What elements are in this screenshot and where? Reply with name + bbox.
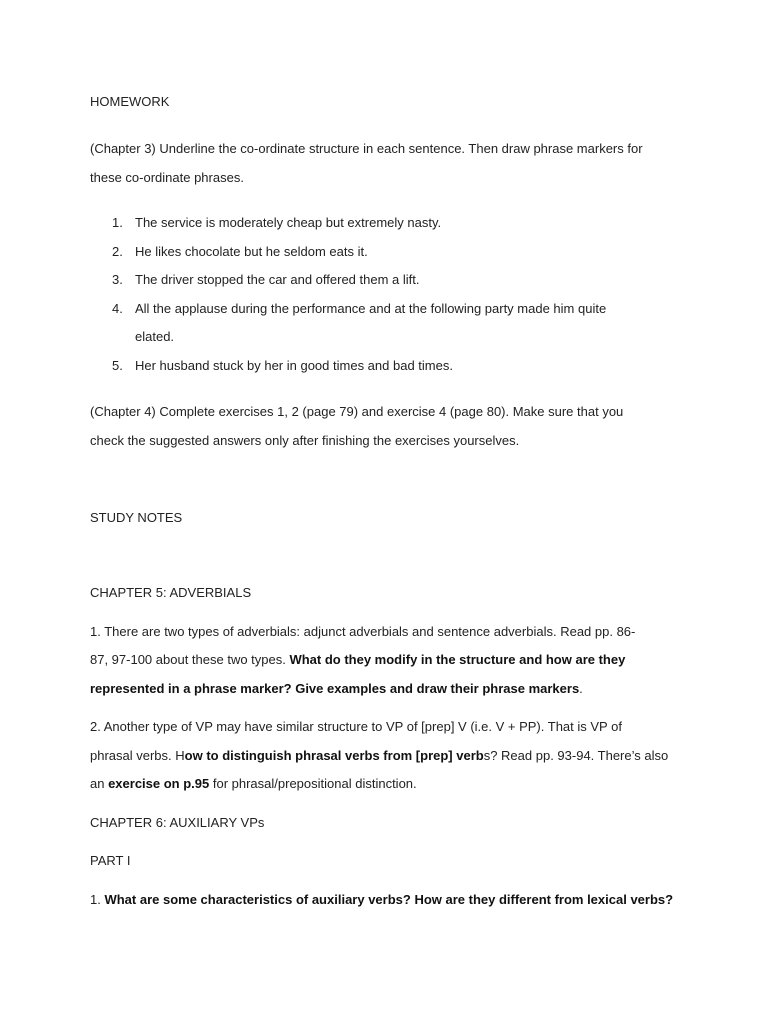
chapter5-point2-line2 [90,742,690,771]
chapter5-point2-question: ow to distinguish phrasal verbs from [prep] verb [184,748,484,763]
chapter5-point2-text-a: phrasal verbs. H [90,748,185,763]
chapter5-point1-question-cont: represented in a phrase marker? Give examples and draw their phrase markers [90,681,580,696]
chapter5-point1-question: What do they modify in the structure and how are they [289,652,626,667]
chapter4-instruction-line2: check the suggested answers only after finishing the exercises yourselves. [90,433,520,448]
sentence-list [90,209,690,380]
list-item [90,238,690,267]
chapter5-point1-line3 [90,675,690,704]
chapter6-question1 [90,886,690,915]
list-item [90,352,690,381]
chapter5-point2-line1: 2. Another type of VP may have similar structure to VP of [prep] V (i.e. V + PP). That is VP of [90,719,622,734]
study-notes-heading: STUDY NOTES [90,510,183,525]
list-item-text: The driver stopped the car and offered them a lift. [135,272,420,287]
chapter3-instruction-line2: these co-ordinate phrases. [90,170,244,185]
list-item-number: 5. [112,357,123,373]
chapter6-question1-text: What are some characteristics of auxiliary verbs? How are they different from lexical verbs? [104,892,674,907]
chapter6-question1-number: 1. [90,892,105,907]
chapter5-point1-line2 [90,646,690,675]
list-item [90,266,690,295]
list-item-text: All the applause during the performance and at the following party made him quite [135,300,607,316]
chapter5-point2-text-d: an [90,776,109,791]
chapter6-heading: CHAPTER 6: AUXILIARY VPs [90,815,265,830]
chapter5-point2-text-e: for phrasal/prepositional distinction. [209,776,417,791]
list-item-text: The service is moderately cheap but extremely nasty. [135,215,442,230]
chapter5-point2-exercise: exercise on p.95 [108,776,210,791]
chapter3-instruction-line1: (Chapter 3) Underline the co-ordinate structure in each sentence. Then draw phrase markers for [90,141,643,156]
list-item [90,209,690,238]
chapter5-point2-text-c: s? Read pp. 93-94. There’s also [483,748,669,763]
chapter6-part-heading: PART I [90,853,131,868]
chapter5-point2-line3 [90,770,690,799]
list-item-number: 2. [112,243,123,259]
list-item-text: He likes chocolate but he seldom eats it. [135,243,368,259]
list-item-number: 1. [112,215,123,230]
chapter5-point1-text: 87, 97-100 about these two types. [90,652,290,667]
list-item-text: Her husband stuck by her in good times and bad times. [135,357,453,373]
chapter5-point1-line1: 1. There are two types of adverbials: adjunct adverbials and sentence adverbials. Read pp. 86- [90,624,636,639]
chapter5-heading: CHAPTER 5: ADVERBIALS [90,585,252,600]
list-item [90,295,690,352]
list-item-text-continuation: elated. [135,329,175,344]
list-item-number: 3. [112,272,123,287]
homework-heading: HOMEWORK [90,94,170,109]
chapter4-instruction-line1: (Chapter 4) Complete exercises 1, 2 (page 79) and exercise 4 (page 80). Make sure that you [90,404,624,419]
list-item-number: 4. [112,300,123,316]
chapter5-point1-period: . [579,681,583,696]
